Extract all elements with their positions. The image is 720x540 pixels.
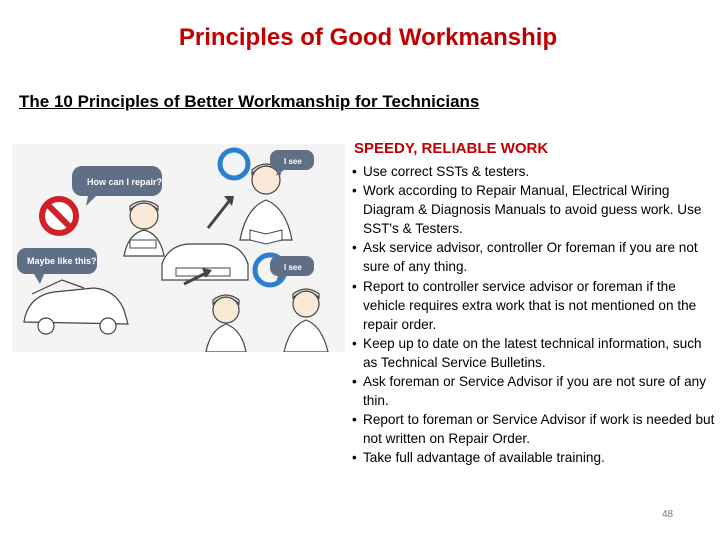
page-number: 48 <box>662 509 674 520</box>
bullet-dot: • <box>352 374 357 390</box>
list-item <box>352 448 718 467</box>
bullet-dot: • <box>352 240 357 256</box>
list-item <box>352 181 718 238</box>
bubble-maybe-text: Maybe like this? <box>27 256 97 266</box>
list-item-text: Report to controller service advisor or foreman if the vehicle requires extra work that is not mentioned on the repair order. <box>363 278 697 332</box>
section-heading: SPEEDY, RELIABLE WORK <box>354 140 549 157</box>
bullet-dot: • <box>352 450 357 466</box>
list-item <box>352 372 718 410</box>
bubble-isee-top-text: I see <box>284 157 302 166</box>
list-item-text: Take full advantage of available training. <box>363 450 605 466</box>
list-item <box>352 334 718 372</box>
list-item-text: Use correct SSTs & testers. <box>363 164 530 179</box>
bubble-how-text: How can I repair? <box>87 177 163 187</box>
bullet-dot: • <box>352 412 357 428</box>
list-item-text: Keep up to date on the latest technical information, such as Technical Service Bulletins. <box>363 335 702 370</box>
workmanship-illustration <box>12 144 345 352</box>
list-item <box>352 410 718 448</box>
bullet-dot: • <box>352 278 357 294</box>
slide-title: Principles of Good Workmanship <box>178 24 558 51</box>
list-item <box>352 162 718 181</box>
list-item-text: Ask foreman or Service Advisor if you are not sure of any thin. <box>363 374 707 409</box>
prohibit-icon <box>42 199 76 233</box>
list-item <box>352 277 718 334</box>
bullet-dot: • <box>352 335 357 351</box>
list-item-text: Report to foreman or Service Advisor if work is needed but not written on Repair Order. <box>363 412 715 447</box>
list-item-text: Work according to Repair Manual, Electrical Wiring Diagram & Diagnosis Manuals to avoid guess work. Use SST's & Testers. <box>363 183 702 237</box>
bubble-isee-bottom-text: I see <box>284 263 302 272</box>
principles-list <box>352 162 718 468</box>
list-item <box>352 238 718 276</box>
list-item-text: Ask service advisor, controller Or foreman if you are not sure of any thing. <box>363 240 698 275</box>
bullet-dot: • <box>352 183 357 199</box>
bullet-dot: • <box>352 164 357 179</box>
slide-subtitle: The 10 Principles of Better Workmanship for Technicians <box>19 92 480 111</box>
